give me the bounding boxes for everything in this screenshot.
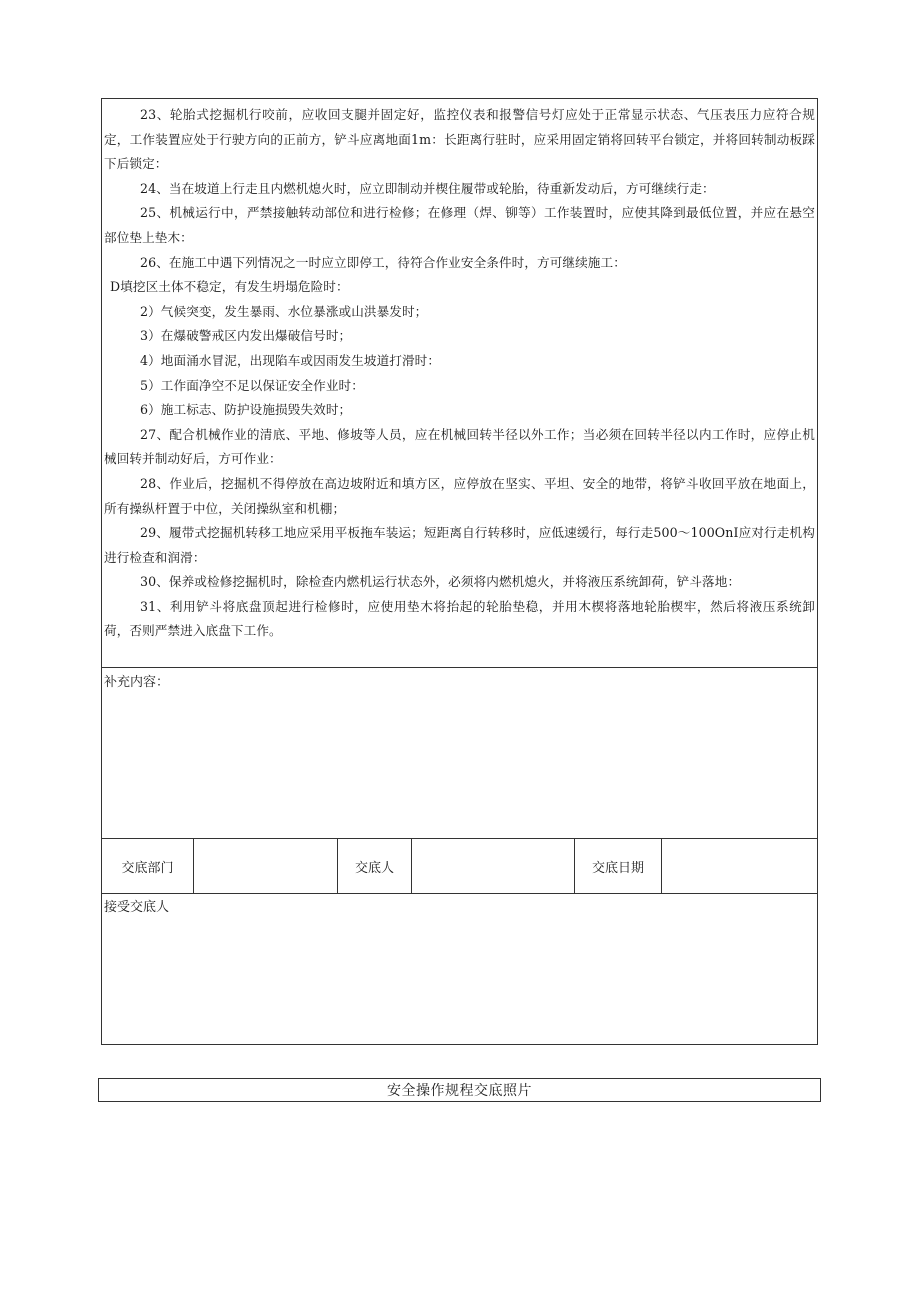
- rule-26-item-5: 5）工作面净空不足以保证安全作业时：: [140, 377, 364, 393]
- rule-26: 26、在施工中遇下列情况之一时应立即停工，待符合作业安全条件时，方可继续施工：: [140, 254, 626, 270]
- rule-30: 30、保养或检修挖掘机时，除检查内燃机运行状态外，必须将内燃机熄火，并将液压系统卸荷，铲斗落地：: [140, 574, 741, 590]
- rule-26-item-6: 6）施工标志、防护设施损毁失效时；: [140, 402, 352, 418]
- date-value[interactable]: [662, 839, 817, 893]
- dept-value[interactable]: [194, 839, 338, 893]
- date-label: 交底日期: [575, 839, 662, 893]
- supplement-cell[interactable]: [102, 668, 817, 839]
- photo-section-title: 安全操作规程交底照片: [98, 1078, 821, 1102]
- person-label: 交底人: [338, 839, 412, 893]
- receiver-cell[interactable]: [102, 894, 817, 1044]
- receiver-label: 接受交底人: [104, 900, 170, 915]
- rule-31: 31、利用铲斗将底盘顶起进行检修时，应使用垫木将抬起的轮胎垫稳，并用木楔将落地轮胎楔牢，然后将液压系统卸荷，否则严禁进入底盘下工作。: [104, 598, 815, 639]
- dept-label: 交底部门: [102, 839, 194, 893]
- rule-24: 24、当在坡道上行走且内燃机熄火时，应立即制动并楔住履带或轮胎，待重新发动后，方可继续行走：: [140, 180, 715, 196]
- rule-26-item-3: 3）在爆破警戒区内发出爆破信号时；: [140, 328, 352, 344]
- rule-26-item-4: 4）地面涌水冒泥，出现陷车或因雨发生坡道打滑时：: [140, 352, 441, 368]
- rules-content: [102, 99, 817, 668]
- person-value[interactable]: [412, 839, 575, 893]
- supplement-label: 补充内容：: [104, 675, 170, 690]
- rule-26-item-1: D填挖区土体不稳定，有发生坍塌危险时：: [110, 279, 349, 295]
- signature-row: [102, 839, 817, 894]
- rule-29: 29、履带式挖掘机转移工地应采用平板拖车装运；短距离自行转移时，应低速缓行，每行走500～100OnI应对行走机构进行检查和润滑：: [104, 525, 815, 565]
- rule-25: 25、机械运行中，严禁接触转动部位和进行检修；在修理（焊、铆等）工作装置时，应使其降到最低位置，并应在悬空部位垫上垫木：: [104, 205, 815, 245]
- disclosure-table: [101, 98, 818, 1045]
- rule-23: 23、轮胎式挖掘机行咬前，应收回支腿并固定好，监控仪表和报警信号灯应处于正常显示状态、气压表压力应符合规定，工作装置应处于行驶方向的正前方，铲斗应离地面1m：长距离行驻时，应采用固定销将回转平台锁定，并将回转制动板踩下后锁定：: [104, 107, 815, 172]
- rule-26-item-2: 2）气候突变，发生暴雨、水位暴涨或山洪暴发时；: [140, 303, 428, 319]
- rule-27: 27、配合机械作业的清底、平地、修坡等人员，应在机械回转半径以外工作；当必须在回转半径以内工作时，应停止机械回转并制动好后，方可作业：: [104, 426, 815, 467]
- rule-28: 28、作业后，挖掘机不得停放在高边坡附近和填方区，应停放在坚实、平坦、安全的地带，将铲斗收回平放在地面上，所有操纵杆置于中位，关闭操纵室和机棚；: [104, 475, 815, 516]
